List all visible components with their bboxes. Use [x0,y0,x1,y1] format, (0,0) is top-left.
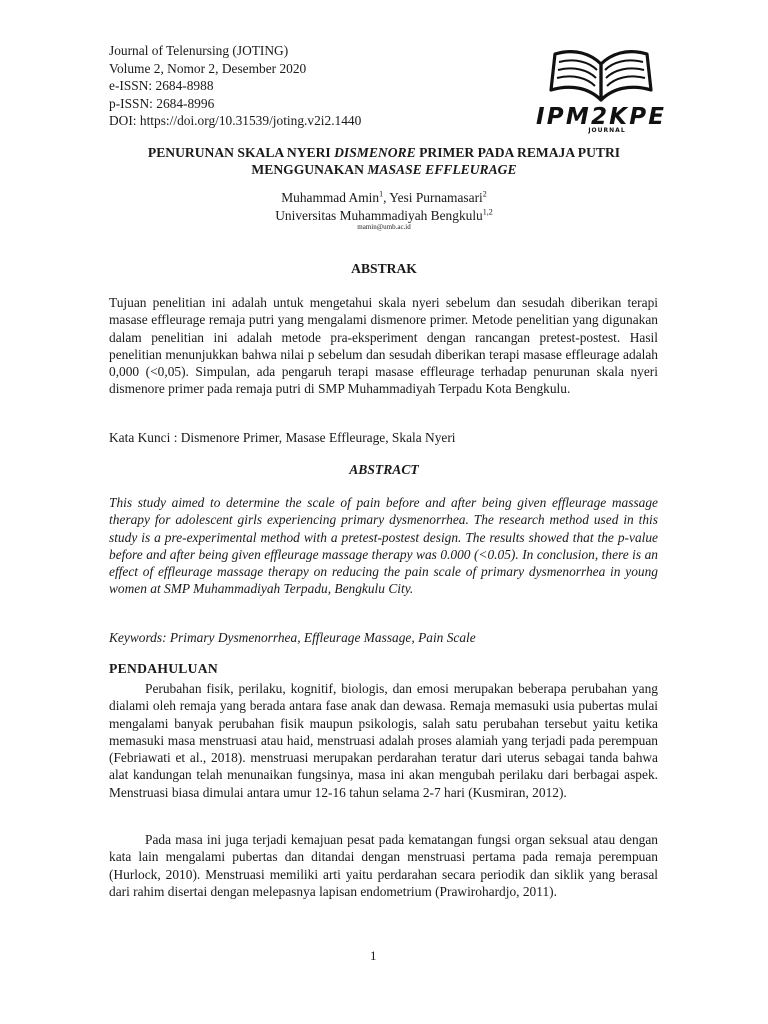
abstract-heading: ABSTRACT [349,462,419,477]
open-book-icon [551,52,651,100]
abstrak-body: Tujuan penelitian ini adalah untuk mengetahui skala nyeri sebelum dan sesudah diberikan terapi masase effleurage remaja putri yang mengalami dismenore primer. Metode penelitian yang digunakan dalam penelitian ini adalah metode pra-eksperiment dengan rancangan pretest-postest. Hasil penelitian menunjukkan bahwa nilai p sebelum dan sesudah diberikan terapi masase effleurage adalah 0,000 (<0,05). Simpulan, ada pengaruh terapi masase effleurage terhadap penurunan skala nyeri dismenore primer pada remaja putri di SMP Muhammadiyah Terpadu Kota Bengkulu. [109,295,658,397]
journal-pissn: p-ISSN: 2684-8996 [109,95,215,111]
abstract-body: This study aimed to determine the scale of pain before and after being given effleurage massage therapy for adolescent girls experiencing primary dysmenorrhea. The research method used in this study is a pre-experimental method with a pretest-postest design. The results showed that the p-value before and after being given effleurage massage therapy was 0.000 (<0.05). In conclusion, there is an effect of effleurage massage therapy on reducing the pain scale of primary dysmenorrhea in young women at SMP Muhammadiyah Terpadu, Bengkulu City. [109,495,658,597]
logo-text: IPM2KPE [536,104,664,130]
journal-logo [533,50,668,134]
journal-volume: Volume 2, Nomor 2, Desember 2020 [109,60,307,76]
affiliation: Universitas Muhammadiyah Bengkulu$^{1,2}$ [275,207,493,223]
journal-eissn: e-ISSN: 2684-8988 [109,78,214,94]
abstrak-heading: ABSTRAK [351,261,417,276]
journal-info [109,42,361,130]
title-line-2: MENGGUNAKAN MASASE EFFLEURAGE [251,162,517,177]
author-names: Muhammad Amin$^1$, Yesi Purnamasari$^2$ [281,189,487,205]
page-number: 1 [370,948,377,963]
kata-kunci: Kata Kunci : Dismenore Primer, Masase Effleurage, Skala Nyeri [109,430,456,445]
journal-doi: DOI: https://doi.org/10.31539/joting.v2i2.1440 [109,113,362,129]
paper-title [100,144,668,178]
pendahuluan-para-2: Pada masa ini juga terjadi kemajuan pesat pada kematangan fungsi organ seksual atau dengan kata lain mengalami pubertas dan ditandai dengan menstruasi pertama pada remaja perempuan (Hurlock, 2010). Menstruasi memiliki arti yaitu perdarahan secara periodik dan siklik yang berasal dari rahim disertai dengan melepasnya lapisan endometrium (Prawirohardjo, 2011). [109,832,658,899]
journal-name: Journal of Telenursing (JOTING) [109,43,289,58]
pendahuluan-para-1: Perubahan fisik, perilaku, kognitif, biologis, dan emosi merupakan beberapa perubahan yang dialami oleh remaja yang berada antara fase anak dan dewasa. Remaja memasuki usia pubertas mulai mengalami banyak perubahan fisik maupun psikologis, salah satu perubahan tersebut yaitu ketika memasuki masa menstruasi atau haid, menstruasi adalah proses alamiah yang terjadi pada perempuan (Febriawati et al., 2018). menstruasi merupakan perdarahan teratur dari uterus sebagai tanda bahwa alat kandungan telah menunaikan fungsinya, masa ini akan mengubah perilaku dari berbagai aspek. Menstruasi biasa dimulai antara umur 12-16 tahun selama 2-7 hari (Kusmiran, 2012). [109,681,658,800]
pendahuluan-heading: PENDAHULUAN [109,661,219,676]
logo-subtext: JOURNAL [588,127,626,134]
keywords: Keywords: Primary Dysmenorrhea, Effleurage Massage, Pain Scale [109,630,476,645]
title-line-1: PENURUNAN SKALA NYERI DISMENORE PRIMER PADA REMAJA PUTRI [147,145,621,160]
author-email: mamin@umb.ac.id [357,223,411,231]
author-block [100,189,668,232]
